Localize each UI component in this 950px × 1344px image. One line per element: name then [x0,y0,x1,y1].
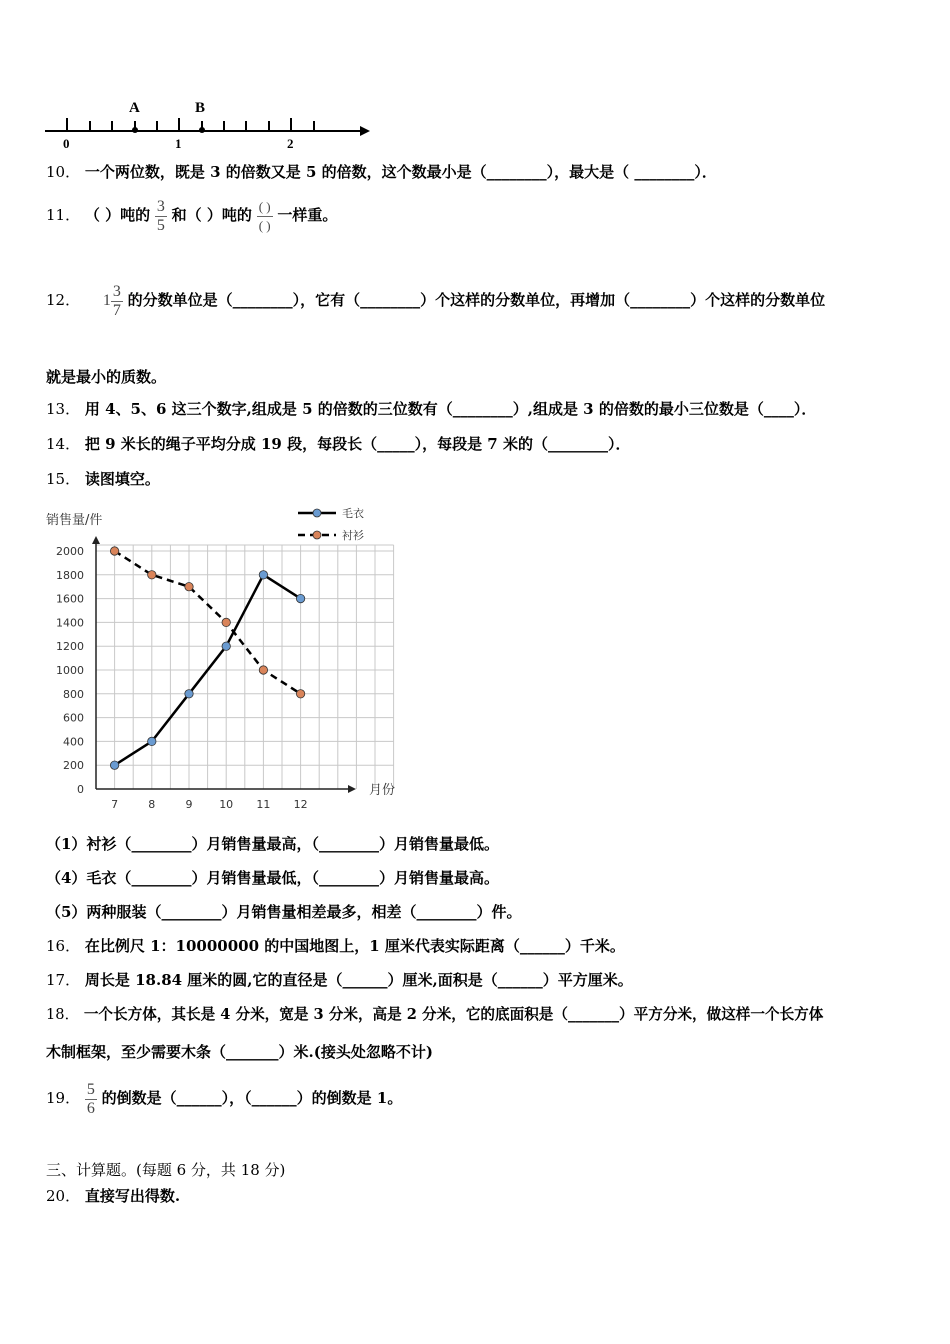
data-point-shirt [148,571,156,579]
mixed-number-whole: 1 [102,292,111,309]
data-point-sweater [110,761,118,769]
number-line-ticks [67,118,314,131]
fraction-numerator: 3 [156,197,165,215]
question-17 [46,970,633,990]
fraction-denominator: ( ) [258,217,271,233]
fraction-3-5 [155,198,167,235]
question-number: 11． [46,206,81,224]
tick-label-2: 2 [287,136,294,151]
sales-line-chart [40,500,420,820]
x-tick-label: 9 [185,798,193,811]
fraction-denominator: 5 [156,216,165,234]
fraction-numerator: ( ) [257,198,273,217]
question-text: 把 9 米长的绳子平均分成 19 段，每段长（_____），每段是 7 米的（________）． [84,435,631,453]
y-tick-label: 0 [77,783,84,796]
legend-label: 毛衣 [342,507,364,520]
sub-question-text: （5）两种服装（________）月销售量相差最多，相差（________）件。 [46,903,522,921]
y-tick-label: 1800 [56,568,84,582]
question-15-sub-4 [46,868,499,888]
fraction-numerator: 3 [112,282,121,300]
tick-label-1: 1 [175,136,182,151]
question-13 [46,399,816,419]
x-axis-arrow [348,785,356,793]
question-number: 12． [46,291,81,309]
data-point-shirt [222,618,230,626]
fraction-numerator: 5 [86,1080,95,1098]
y-axis-label: 销售量/件 [46,513,103,528]
x-tick-label: 12 [293,798,308,811]
number-line-figure [40,92,380,152]
point-a-label: A [129,100,140,116]
fraction-denominator: 6 [86,1099,95,1117]
question-20 [46,1186,180,1206]
sub-question-text: （4）毛衣（________）月销售量最低，（________）月销售量最高。 [46,869,499,887]
q11-part2: 和（ ）吨的 [171,206,252,224]
question-text: 一个长方体，其长是 4 分米，宽是 3 分米，高是 2 分米，它的底面积是（_______）平方分米，做这样一个长方体 [83,1006,824,1023]
question-number: 19． [46,1089,81,1107]
x-tick-label: 10 [219,798,234,811]
legend-marker [313,531,321,539]
question-10 [46,162,717,182]
x-tick-label: 11 [256,798,271,811]
number-line-arrow [360,126,370,136]
data-point-sweater [222,642,230,650]
question-number: 20． [46,1187,81,1205]
y-axis-arrow [92,536,100,544]
y-tick-label: 1000 [56,664,84,677]
x-tick-label: 7 [111,798,119,811]
y-tick-label: 200 [63,759,84,773]
question-text: 读图填空。 [84,470,160,488]
question-text: 一个两位数，既是 3 的倍数又是 5 的倍数，这个数最小是（________），最大是（ ________）． [84,163,717,181]
question-number: 18． [46,1006,80,1023]
x-tick-label: 8 [148,798,156,811]
question-14 [46,434,630,454]
data-point-sweater [259,571,267,579]
point-a-dot [132,127,138,133]
q11-part3: 一样重。 [277,206,338,224]
question-text: 直接写出得数. [84,1187,181,1205]
question-12 [46,280,825,321]
data-point-shirt [259,666,267,674]
point-b-dot [199,127,205,133]
question-text: 在比例尺 1：10000000 的中国地图上，1 厘米代表实际距离（______）千米。 [84,937,625,955]
question-15 [46,469,160,489]
question-text: 的分数单位是（________），它有（________）个这样的分数单位，再增加（________）个这样的分数单位 [127,291,826,309]
question-15-sub-5 [46,902,521,922]
fraction-3-7 [111,283,123,320]
question-18-continuation [46,1042,433,1062]
question-15-sub-1 [46,834,499,854]
y-tick-label: 1200 [56,640,84,654]
data-point-sweater [296,594,304,602]
y-tick-label: 400 [63,735,84,749]
y-tick-label: 1400 [56,616,84,630]
section-3-title [46,1160,285,1180]
question-16 [46,936,625,956]
fraction-blank [257,198,273,235]
y-tick-label: 800 [63,687,84,701]
y-tick-label: 2000 [56,545,84,558]
legend-marker [313,509,321,517]
question-text: 周长是 18.84 厘米的圆,它的直径是（______）厘米,面积是（______）平方厘米。 [84,971,633,989]
question-11 [46,196,337,235]
question-number: 14． [46,435,81,453]
fraction-denominator: 7 [112,301,121,319]
tick-label-0: 0 [63,136,70,151]
question-number: 13． [46,400,81,418]
point-b-label: B [195,100,206,116]
fraction-5-6 [85,1081,97,1118]
question-number: 15． [46,470,81,488]
y-tick-label: 1600 [56,592,84,606]
q11-part1: （ ）吨的 [84,206,151,224]
data-point-shirt [110,547,118,555]
x-axis-label: 月份 [369,783,396,798]
question-number: 16． [46,937,81,955]
question-text: 用 4、5、6 这三个数字,组成是 5 的倍数的三位数有（________）,组成是 3 的倍数的最小三位数是（____）． [84,400,817,418]
legend-label: 衬衫 [342,529,364,542]
y-tick-label: 600 [63,711,84,725]
data-point-shirt [296,690,304,698]
sub-question-text: （1）衬衫（________）月销售量最高，（________）月销售量最低。 [46,835,499,853]
question-18 [46,1005,823,1025]
question-number: 17． [46,971,81,989]
section-title-text: 三、计算题。(每题 6 分，共 18 分) [46,1161,286,1179]
data-point-sweater [185,690,193,698]
question-19 [46,1078,402,1118]
question-number: 10． [46,163,81,181]
question-12-continuation [46,367,166,387]
data-point-shirt [185,583,193,591]
question-text-cont: 木制框架，至少需要木条（_______）米.(接头处忽略不计) [46,1043,433,1061]
question-text: 的倒数是（______），（______）的倒数是 1。 [101,1089,403,1107]
question-text-cont: 就是最小的质数。 [46,368,167,386]
data-point-sweater [148,737,156,745]
